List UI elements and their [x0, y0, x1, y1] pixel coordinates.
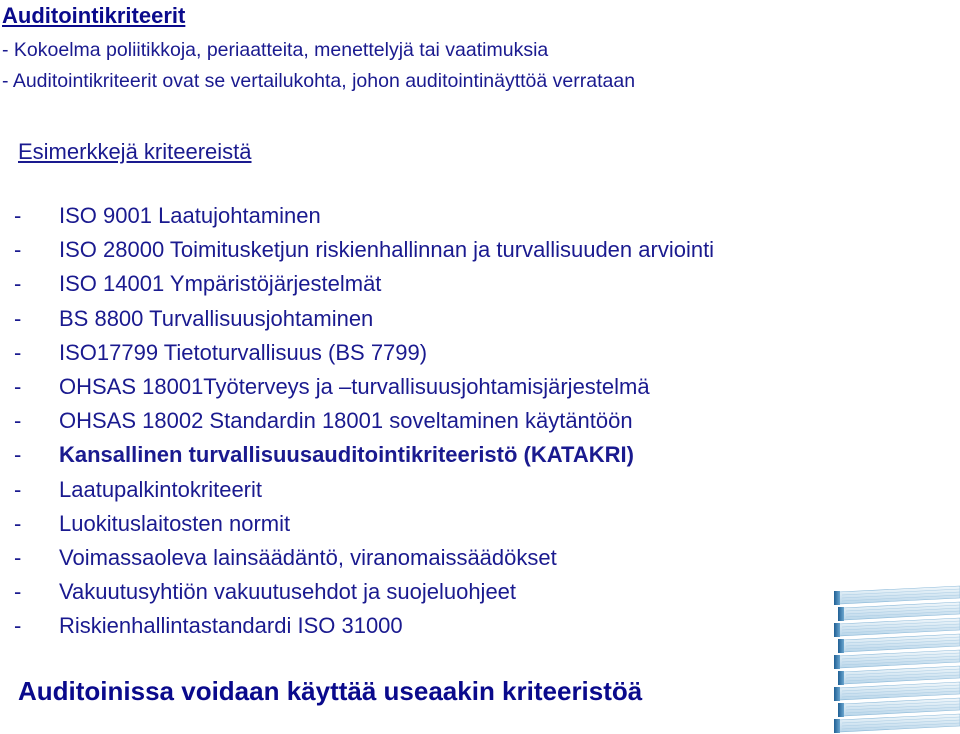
book [838, 698, 960, 717]
list-item [14, 507, 714, 541]
list-item-text: ISO 28000 Toimitusketjun riskienhallinnan ja turvallisuuden arviointi [59, 237, 715, 263]
list-item-text: OHSAS 18002 Standardin 18001 soveltaminen käytäntöön [59, 408, 633, 434]
book [834, 618, 960, 637]
list-item [14, 199, 714, 233]
list-item-text: Voimassaoleva lainsäädäntö, viranomaissäädökset [59, 544, 557, 570]
list-item [14, 473, 714, 507]
list-item-text: Riskienhallintastandardi ISO 31000 [59, 613, 403, 639]
book [834, 650, 960, 669]
list-item [14, 575, 714, 609]
list-item-text: ISO17799 Tietoturvallisuus (BS 7799) [59, 339, 428, 365]
book [834, 682, 960, 701]
list-item-dash: - [14, 544, 22, 570]
list-item [14, 370, 714, 404]
examples-heading: Esimerkkejä kriteereistä [18, 139, 252, 164]
list-item [14, 267, 714, 301]
list-item [14, 438, 714, 472]
slide-title: Auditointikriteerit [2, 3, 186, 28]
list-item-text: BS 8800 Turvallisuusjohtaminen [59, 305, 374, 331]
list-item-dash: - [14, 476, 22, 502]
book [834, 714, 960, 733]
book [838, 602, 960, 621]
list-item [14, 609, 714, 643]
list-item-dash: - [14, 510, 22, 536]
list-item [14, 302, 714, 336]
list-item-dash: - [14, 237, 22, 263]
list-item-text: Vakuutusyhtiön vakuutusehdot ja suojeluohjeet [59, 579, 517, 605]
list-item-text: Laatupalkintokriteerit [59, 476, 263, 502]
list-item-text: Luokituslaitosten normit [59, 510, 291, 536]
list-item-text: Kansallinen turvallisuusauditointikriteeristö (KATAKRI) [59, 442, 634, 468]
list-item-text: OHSAS 18001Työterveys ja –turvallisuusjohtamisjärjestelmä [59, 373, 650, 399]
examples-list [14, 199, 714, 643]
intro-line-2: - Auditointikriteerit ovat se vertailukohta, johon auditointinäyttöä verrataan [2, 70, 636, 92]
book [834, 586, 960, 605]
list-item-dash: - [14, 305, 22, 331]
book [838, 666, 960, 685]
list-item-text: ISO 14001 Ympäristöjärjestelmät [59, 271, 382, 297]
list-item-dash: - [14, 203, 22, 228]
list-item [14, 404, 714, 438]
list-item-dash: - [14, 373, 22, 399]
book-stack-icon [834, 584, 960, 734]
intro-line-1: - Kokoelma poliitikkoja, periaatteita, menettelyjä tai vaatimuksia [2, 39, 549, 61]
book [838, 634, 960, 653]
list-item-dash: - [14, 271, 22, 297]
list-item-dash: - [14, 579, 22, 605]
list-item-text: ISO 9001 Laatujohtaminen [59, 203, 321, 228]
list-item-dash: - [14, 408, 22, 434]
list-item [14, 336, 714, 370]
list-item-dash: - [14, 613, 22, 639]
list-item [14, 541, 714, 575]
conclusion-text: Auditoinissa voidaan käyttää useaakin kriteeristöä [18, 676, 643, 706]
list-item-dash: - [14, 442, 22, 468]
list-item [14, 233, 714, 267]
list-item-dash: - [14, 339, 22, 365]
